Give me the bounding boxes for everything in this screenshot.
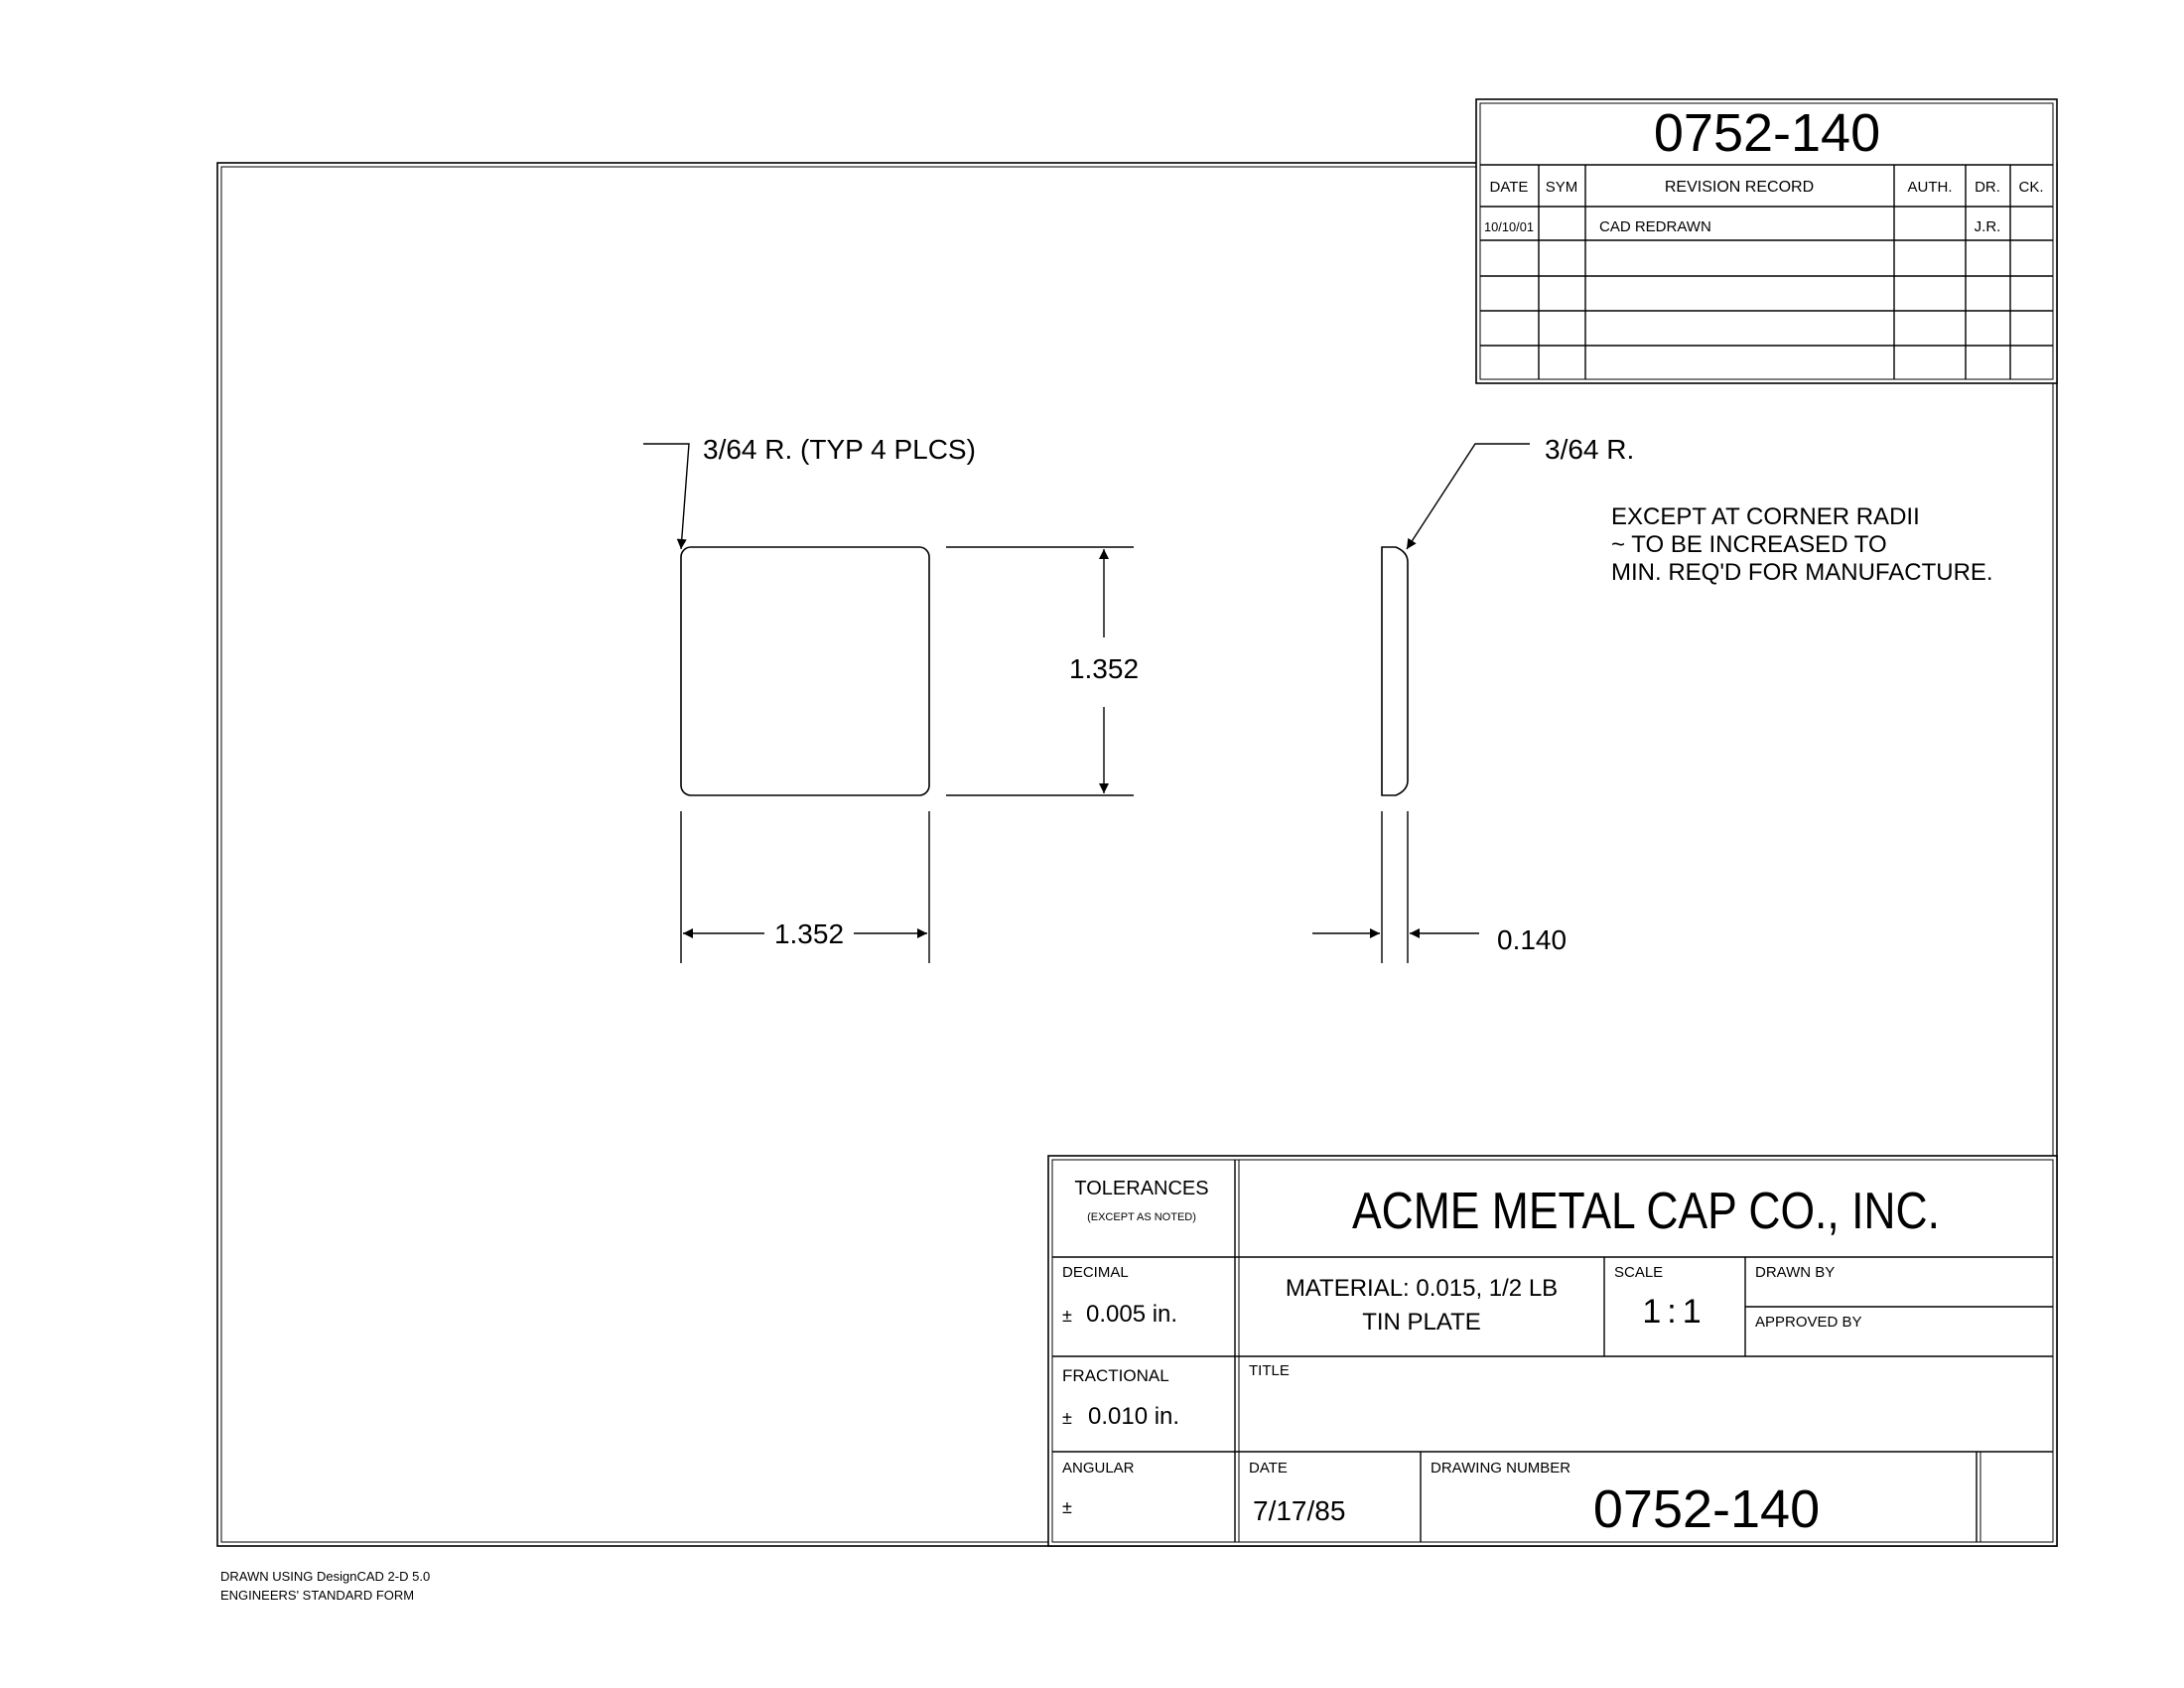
- material-line-1: MATERIAL: 0.015, 1/2 LB: [1285, 1275, 1559, 1302]
- drawing-number-label: DRAWING NUMBER: [1431, 1460, 1571, 1477]
- title-label: TITLE: [1249, 1362, 1290, 1379]
- tolerances-sub: (EXCEPT AS NOTED): [1087, 1211, 1196, 1223]
- revision-row-date: 10/10/01: [1484, 219, 1534, 234]
- decimal-plus-minus: ±: [1062, 1306, 1072, 1326]
- front-radius-leader: [643, 444, 689, 549]
- decimal-label: DECIMAL: [1062, 1264, 1129, 1281]
- general-note: [1611, 503, 1993, 586]
- date-label: DATE: [1249, 1460, 1288, 1477]
- company-name: ACME METAL CAP CO., INC.: [1352, 1183, 1940, 1240]
- revision-header-auth: AUTH.: [1907, 179, 1953, 196]
- revision-row-dr: J.R.: [1974, 218, 2001, 235]
- width-dimension-value: 1.352: [773, 918, 845, 949]
- revision-row-record: CAD REDRAWN: [1599, 218, 1711, 235]
- date-value: 7/17/85: [1253, 1495, 1346, 1526]
- side-view: [1312, 434, 1634, 963]
- note-line-3: MIN. REQ'D FOR MANUFACTURE.: [1611, 559, 1993, 586]
- thickness-dimension-value: 0.140: [1497, 924, 1568, 955]
- height-dimension-value: 1.352: [1068, 653, 1140, 684]
- angular-plus-minus: ±: [1062, 1497, 1072, 1517]
- material-line-2: TIN PLATE: [1362, 1309, 1481, 1336]
- footer-line-2: ENGINEERS' STANDARD FORM: [220, 1588, 415, 1603]
- footer-line-1: DRAWN USING DesignCAD 2-D 5.0: [220, 1569, 431, 1584]
- part-front-outline: [681, 547, 929, 795]
- note-line-1: EXCEPT AT CORNER RADII: [1611, 503, 1920, 530]
- footer-note: [220, 1567, 430, 1605]
- drawing-number-value: 0752-140: [1592, 1479, 1821, 1539]
- revision-block: [1476, 99, 2057, 383]
- revision-header-date: DATE: [1489, 179, 1529, 196]
- scale-value: 1:1: [1642, 1293, 1707, 1331]
- tolerances-label: TOLERANCES: [1074, 1178, 1209, 1199]
- revision-header-record: REVISION RECORD: [1664, 179, 1815, 196]
- revision-drawing-number: 0752-140: [1653, 103, 1881, 163]
- decimal-value: 0.005 in.: [1086, 1301, 1178, 1328]
- approved-by-label: APPROVED BY: [1755, 1314, 1862, 1331]
- front-radius-note: 3/64 R. (TYP 4 PLCS): [703, 434, 976, 465]
- side-radius-note: 3/64 R.: [1545, 434, 1635, 465]
- scale-label: SCALE: [1614, 1264, 1664, 1281]
- side-radius-leader: [1407, 444, 1530, 549]
- part-side-outline: [1382, 547, 1408, 795]
- angular-label: ANGULAR: [1062, 1460, 1135, 1477]
- revision-header-sym: SYM: [1545, 179, 1578, 196]
- front-view: [643, 434, 1139, 963]
- thickness-dimension: [1312, 811, 1479, 963]
- fractional-value: 0.010 in.: [1088, 1403, 1180, 1430]
- revision-header-ck: CK.: [2018, 179, 2044, 196]
- note-line-2: ~ TO BE INCREASED TO: [1611, 531, 1887, 558]
- title-block: [1048, 1156, 2057, 1546]
- fractional-plus-minus: ±: [1062, 1408, 1072, 1428]
- drawn-by-label: DRAWN BY: [1755, 1264, 1836, 1281]
- revision-header-dr: DR.: [1975, 179, 2000, 196]
- fractional-label: FRACTIONAL: [1062, 1366, 1169, 1385]
